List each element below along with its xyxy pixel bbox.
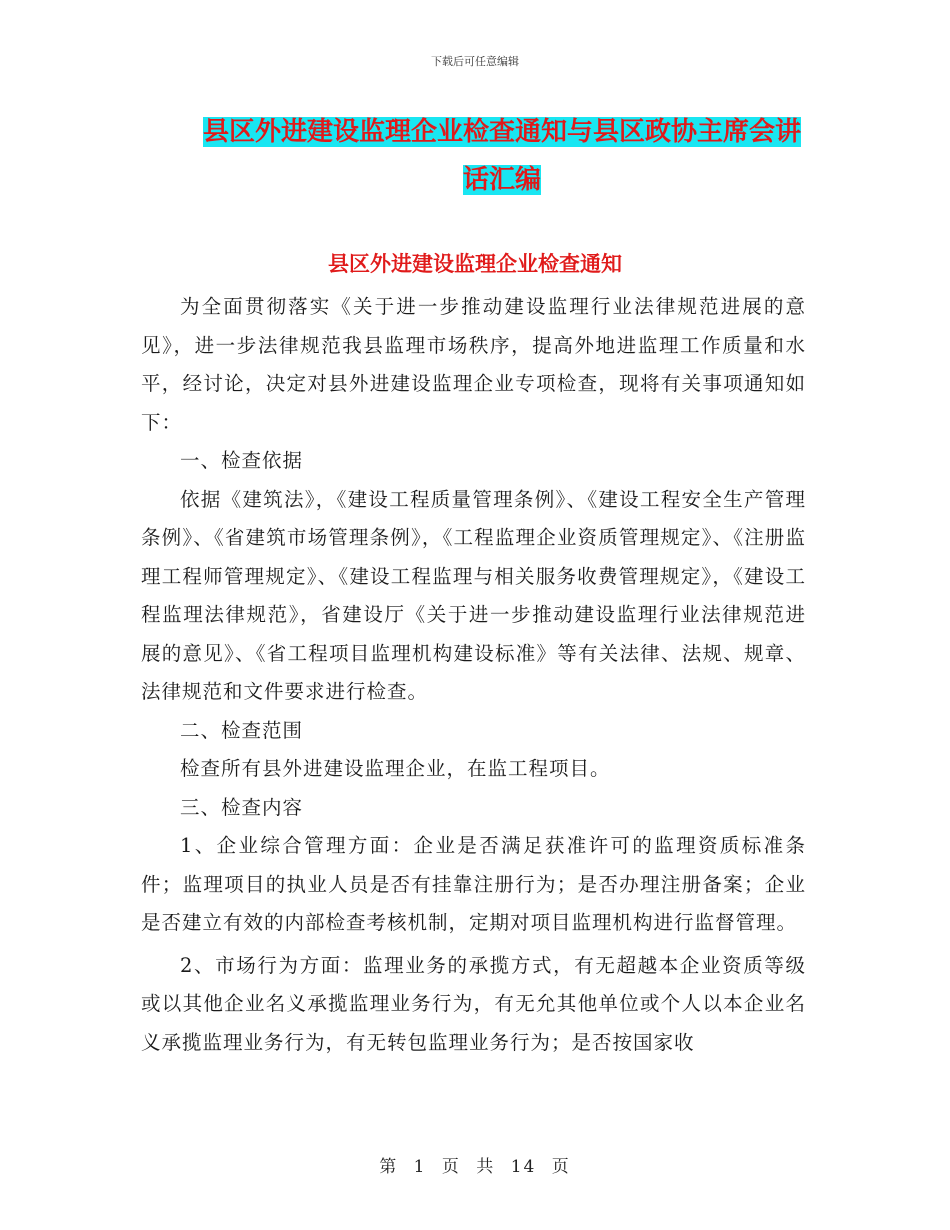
page-footer	[0, 1152, 950, 1177]
heading-inspection-content: 三、检查内容	[180, 795, 304, 819]
paragraph-inspection-basis: 依据《建筑法》，《建设工程质量管理条例》、《建设工程安全生产管理条例》、《省建筑市场管理条例》，《工程监理企业资质管理规定》、《注册监理工程师管理规定》、《建设工程监理与相关服务收费管理规定》，《建设工程监理法律规范》，省建设厅《关于进一步推动建设监理行业法律规范进展的意见》、《省工程项目监理机构建设标准》等有关法律、法规、规章、法律规范和文件要求进行检查。	[141, 487, 806, 703]
page-label-suffix: 页	[551, 1157, 571, 1177]
paragraph-content-item-2: 2、市场行为方面：监理业务的承揽方式，有无超越本企业资质等级或以其他企业名义承揽监理业务行为，有无允其他单位或个人以本企业名义承揽监理业务行为，有无转包监理业务行为；是否按国家收	[141, 953, 806, 1054]
page-label-prefix: 第	[379, 1157, 399, 1177]
section-title: 县区外进建设监理企业检查通知	[328, 252, 622, 276]
current-page-number: 1	[413, 1157, 427, 1177]
document-body	[141, 288, 806, 1062]
paragraph-content-item-1: 1、企业综合管理方面：企业是否满足获准许可的监理资质标准条件；监理项目的执业人员是否有挂靠注册行为；是否办理注册备案；企业是否建立有效的内部检查考核机制，定期对项目监理机构进行监督管理。	[141, 834, 806, 934]
paragraph-inspection-scope: 检查所有县外进建设监理企业，在监工程项目。	[180, 757, 611, 780]
header-note: 下载后可任意编辑	[431, 55, 519, 68]
document-title-text: 县区外进建设监理企业检查通知与县区政协主席会讲话汇编	[202, 117, 801, 195]
total-label: 共	[476, 1157, 496, 1177]
page-label-mid: 页	[441, 1157, 461, 1177]
document-title	[192, 108, 812, 204]
heading-inspection-basis: 一、检查依据	[180, 449, 304, 472]
heading-inspection-scope: 二、检查范围	[180, 718, 304, 742]
paragraph-intro: 为全面贯彻落实《关于进一步推动建设监理行业法律规范进展的意见》，进一步法律规范我县监理市场秩序，提高外地进监理工作质量和水平，经讨论，决定对县外进建设监理企业专项检查，现将有关事项通知如下：	[141, 295, 806, 434]
total-pages-number: 14	[510, 1157, 537, 1177]
